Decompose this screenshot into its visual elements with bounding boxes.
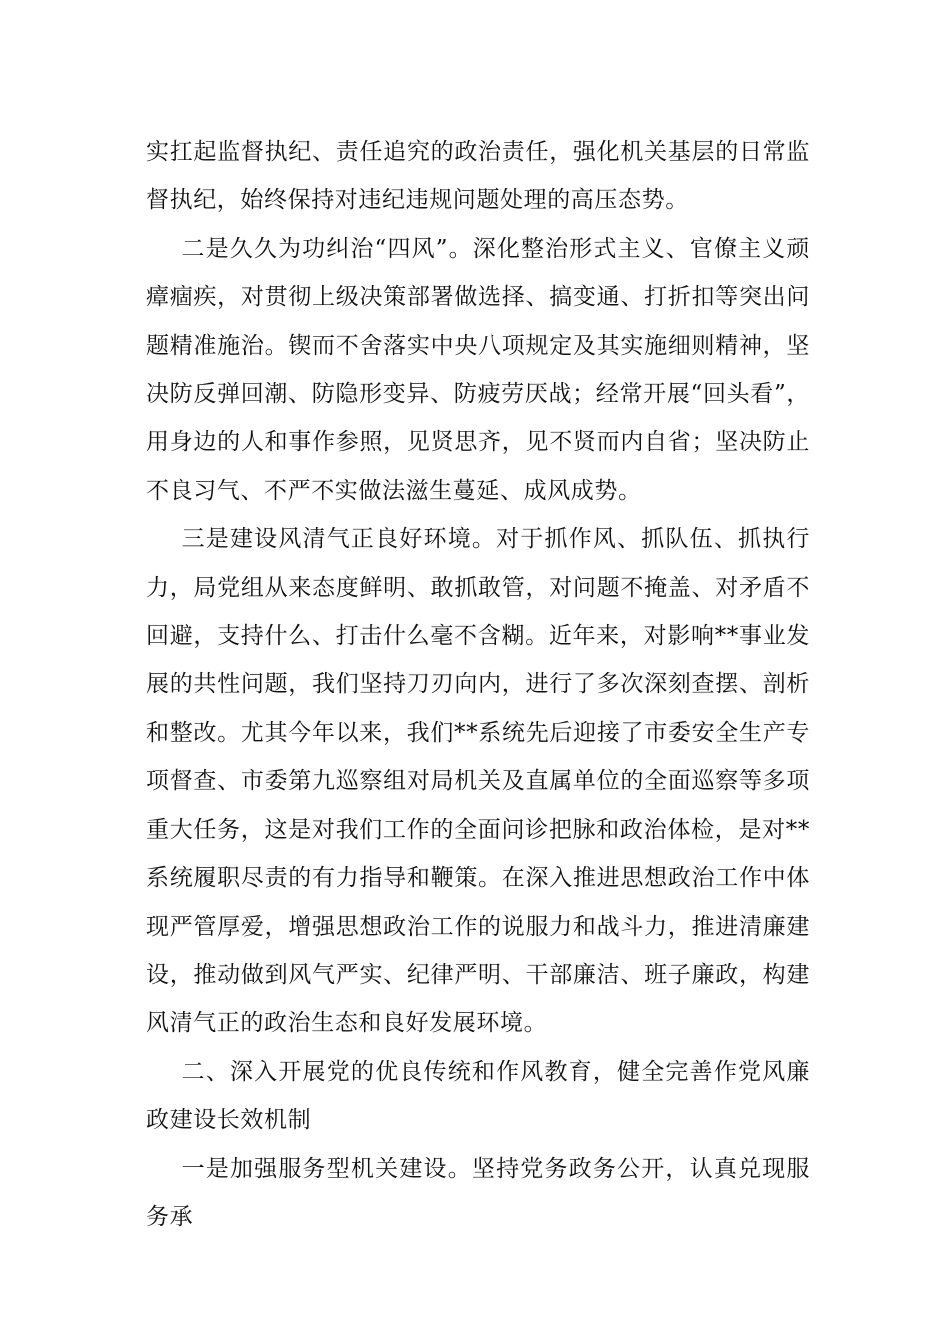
paragraph-text: 一是加强服务型机关建设。坚持党务政务公开，认真兑现服务承 xyxy=(146,1155,810,1230)
paragraph-text: 二是久久为功纠治“四风”。深化整治形式主义、官僚主义顽瘴痼疾，对贯彻上级决策部署做选择、搞变通、打折扣等突出问题精准施治。锲而不舍落实中央八项规定及其实施细则精神，坚决防反弹回潮、防隐形变异、防疲劳厌战；经常开展“回头看”，用身边的人和事作参照，见贤思齐，见不贤而内自省；坚决防止不良习气、不严不实做法滋生蔓延、成风成势。 xyxy=(146,235,810,504)
section-heading-text: 二、深入开展党的优良传统和作风教育，健全完善作党风廉政建设长效机制 xyxy=(146,1058,810,1134)
paragraph-text: 三是建设风清气正良好环境。对于抓作风、抓队伍、抓执行力，局党组从来态度鲜明、敢抓敢管，对问题不掩盖、对矛盾不回避，支持什么、打击什么毫不含糊。近年来，对影响**事业发展的共性问题，我们坚持刀刃向内，进行了多次深刻查摆、剖析和整改。尤其今年以来，我们**系统先后迎接了市委安全生产专项督查、市委第九巡察组对局机关及直属单位的全面巡察等多项重大任务，这是对我们工作的全面问诊把脉和政治体检，是对**系统履职尽责的有力指导和鞭策。在深入推进思想政治工作中体现严管厚爱，增强思想政治工作的说服力和战斗力，推进清廉建设，推动做到风气严实、纪律严明、干部廉洁、班子廉政，构建风清气正的政治生态和良好发展环境。 xyxy=(146,526,810,1037)
paragraph-four-winds xyxy=(146,225,810,515)
section-heading xyxy=(146,1048,810,1145)
paragraph-clean-environment xyxy=(146,515,810,1047)
paragraph-continuation xyxy=(146,128,810,225)
paragraph-text: 实扛起监督执纪、责任追究的政治责任，强化机关基层的日常监督执纪，始终保持对违纪违规问题处理的高压态势。 xyxy=(146,139,810,214)
document-body xyxy=(146,128,810,1241)
paragraph-service-organ xyxy=(146,1145,810,1242)
